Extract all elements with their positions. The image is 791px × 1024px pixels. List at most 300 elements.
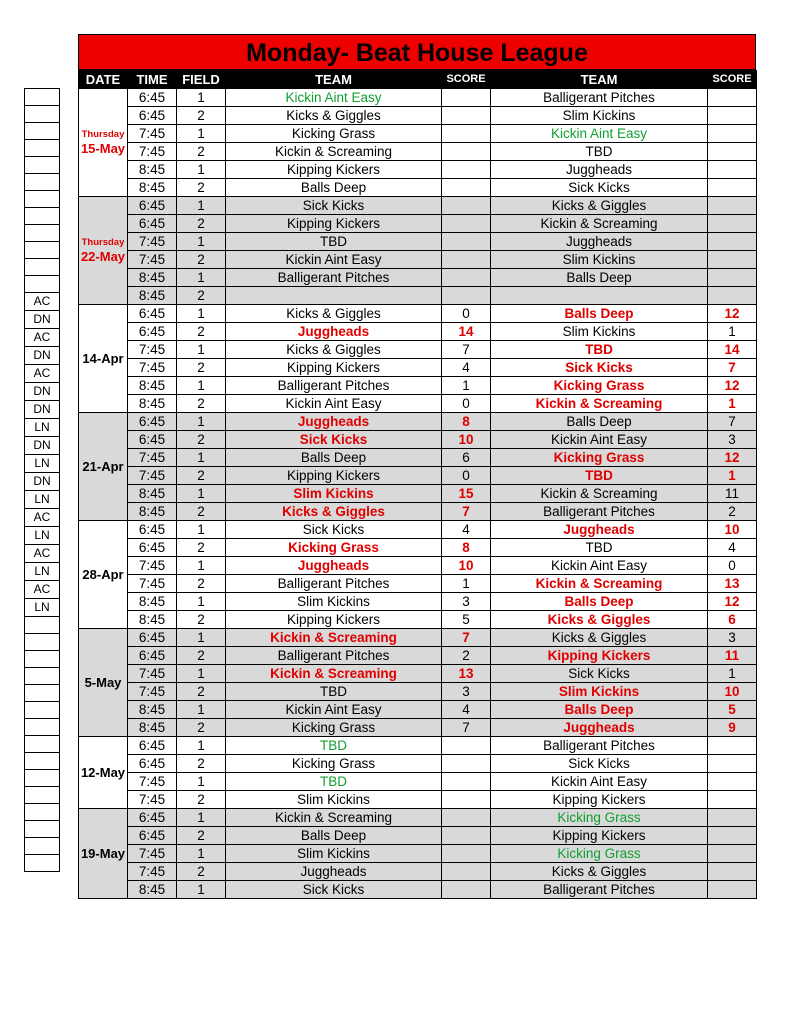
date-label: 21-Apr (82, 459, 124, 474)
away-score-cell (708, 863, 757, 881)
away-score-cell (708, 809, 757, 827)
field-cell: 2 (177, 683, 226, 701)
game-row (79, 467, 757, 485)
home-score-cell: 3 (442, 683, 491, 701)
date-label: 19-May (80, 846, 126, 861)
away-score-cell (708, 827, 757, 845)
field-cell: 1 (177, 413, 226, 431)
time-cell: 6:45 (128, 107, 177, 125)
game-row (79, 269, 757, 287)
time-cell: 6:45 (128, 89, 177, 107)
referee-cell: DN (25, 473, 60, 491)
referee-cell (25, 276, 60, 293)
field-cell: 2 (177, 323, 226, 341)
referee-cell: LN (25, 527, 60, 545)
referee-cell: AC (25, 329, 60, 347)
time-cell: 6:45 (128, 431, 177, 449)
game-row (79, 485, 757, 503)
time-cell: 8:45 (128, 503, 177, 521)
field-cell: 1 (177, 665, 226, 683)
away-team-cell: Kickin Aint Easy (491, 773, 708, 791)
home-team-cell: Kicks & Giggles (226, 107, 442, 125)
field-cell: 1 (177, 485, 226, 503)
home-team-cell: Kickin & Screaming (226, 665, 442, 683)
home-score-cell (442, 791, 491, 809)
game-row (79, 809, 757, 827)
away-score-cell: 14 (708, 341, 757, 359)
home-score-cell (442, 269, 491, 287)
game-row (79, 719, 757, 737)
home-score-cell (442, 233, 491, 251)
away-score-cell: 13 (708, 575, 757, 593)
away-score-cell: 3 (708, 431, 757, 449)
home-score-cell: 10 (442, 431, 491, 449)
game-row (79, 89, 757, 107)
time-cell: 8:45 (128, 611, 177, 629)
referee-cell (25, 804, 60, 821)
away-team-cell: Juggheads (491, 719, 708, 737)
away-team-cell: Balls Deep (491, 269, 708, 287)
referee-cell (25, 157, 60, 174)
time-cell: 6:45 (128, 809, 177, 827)
referee-cell: LN (25, 563, 60, 581)
header-time: TIME (128, 71, 177, 89)
field-cell: 2 (177, 575, 226, 593)
field-cell: 2 (177, 251, 226, 269)
game-row (79, 665, 757, 683)
field-cell: 1 (177, 881, 226, 899)
header-date: DATE (79, 71, 128, 89)
date-cell (79, 89, 128, 197)
away-score-cell: 3 (708, 629, 757, 647)
schedule-table (78, 70, 757, 899)
referee-cell (25, 617, 60, 634)
home-team-cell (226, 287, 442, 305)
header-team-away: TEAM (491, 71, 708, 89)
home-score-cell: 2 (442, 647, 491, 665)
game-row (79, 359, 757, 377)
away-team-cell: Balligerant Pitches (491, 737, 708, 755)
away-team-cell: Kipping Kickers (491, 827, 708, 845)
referee-cell (25, 838, 60, 855)
time-cell: 8:45 (128, 593, 177, 611)
game-row (79, 341, 757, 359)
home-team-cell: Kicking Grass (226, 125, 442, 143)
home-team-cell: Kicks & Giggles (226, 305, 442, 323)
game-row (79, 161, 757, 179)
home-team-cell: Kickin Aint Easy (226, 395, 442, 413)
referee-cell: DN (25, 311, 60, 329)
home-team-cell: Slim Kickins (226, 485, 442, 503)
away-score-cell: 4 (708, 539, 757, 557)
home-team-cell: Kicks & Giggles (226, 503, 442, 521)
away-score-cell (708, 179, 757, 197)
home-score-cell: 15 (442, 485, 491, 503)
game-row (79, 143, 757, 161)
time-cell: 7:45 (128, 557, 177, 575)
home-team-cell: TBD (226, 233, 442, 251)
time-cell: 7:45 (128, 467, 177, 485)
away-team-cell: Sick Kicks (491, 755, 708, 773)
away-team-cell: Kicking Grass (491, 809, 708, 827)
time-cell: 7:45 (128, 773, 177, 791)
home-team-cell: Kicking Grass (226, 539, 442, 557)
referee-cell (25, 225, 60, 242)
time-cell: 8:45 (128, 179, 177, 197)
away-team-cell: Sick Kicks (491, 665, 708, 683)
game-row (79, 737, 757, 755)
home-team-cell: Kicking Grass (226, 719, 442, 737)
date-label: 22-May (80, 248, 126, 264)
home-score-cell: 13 (442, 665, 491, 683)
field-cell: 1 (177, 341, 226, 359)
date-cell (79, 197, 128, 305)
time-cell: 6:45 (128, 629, 177, 647)
away-score-cell (708, 107, 757, 125)
away-score-cell: 0 (708, 557, 757, 575)
referee-cell (25, 702, 60, 719)
away-score-cell: 1 (708, 665, 757, 683)
home-score-cell: 5 (442, 611, 491, 629)
referee-cell (25, 174, 60, 191)
away-team-cell: Kicks & Giggles (491, 611, 708, 629)
game-row (79, 593, 757, 611)
away-team-cell: Balls Deep (491, 701, 708, 719)
away-team-cell (491, 287, 708, 305)
referee-cell: AC (25, 509, 60, 527)
home-team-cell: Slim Kickins (226, 791, 442, 809)
away-score-cell: 9 (708, 719, 757, 737)
away-score-cell: 12 (708, 449, 757, 467)
referee-cell (25, 106, 60, 123)
away-team-cell: Kickin Aint Easy (491, 557, 708, 575)
referee-cell (25, 821, 60, 838)
home-score-cell: 7 (442, 629, 491, 647)
game-row (79, 773, 757, 791)
date-label: 14-Apr (82, 351, 124, 366)
away-team-cell: Balls Deep (491, 305, 708, 323)
time-cell: 7:45 (128, 341, 177, 359)
home-score-cell: 14 (442, 323, 491, 341)
field-cell: 2 (177, 755, 226, 773)
home-team-cell: TBD (226, 737, 442, 755)
referee-cell (25, 787, 60, 804)
away-team-cell: TBD (491, 467, 708, 485)
referee-cell: LN (25, 455, 60, 473)
date-cell (79, 737, 128, 809)
game-row (79, 305, 757, 323)
away-score-cell: 6 (708, 611, 757, 629)
home-team-cell: Balls Deep (226, 449, 442, 467)
game-row (79, 323, 757, 341)
referee-cell: AC (25, 581, 60, 599)
away-score-cell (708, 791, 757, 809)
weekday-label: Thursday (81, 128, 125, 140)
away-team-cell: Balligerant Pitches (491, 881, 708, 899)
page-title: Monday- Beat House League (78, 34, 756, 70)
field-cell: 1 (177, 521, 226, 539)
away-score-cell: 5 (708, 701, 757, 719)
game-row (79, 557, 757, 575)
field-cell: 2 (177, 647, 226, 665)
time-cell: 7:45 (128, 359, 177, 377)
away-score-cell: 11 (708, 485, 757, 503)
game-row (79, 395, 757, 413)
home-team-cell: Juggheads (226, 557, 442, 575)
referee-cell: AC (25, 545, 60, 563)
away-score-cell (708, 755, 757, 773)
header-row (79, 71, 757, 89)
field-cell: 1 (177, 233, 226, 251)
game-row (79, 575, 757, 593)
time-cell: 8:45 (128, 287, 177, 305)
referee-cell (25, 140, 60, 157)
away-team-cell: Kicking Grass (491, 377, 708, 395)
home-team-cell: Sick Kicks (226, 881, 442, 899)
game-row (79, 413, 757, 431)
time-cell: 7:45 (128, 143, 177, 161)
field-cell: 2 (177, 431, 226, 449)
home-team-cell: Kipping Kickers (226, 467, 442, 485)
time-cell: 8:45 (128, 701, 177, 719)
referee-cell: AC (25, 365, 60, 383)
field-cell: 2 (177, 611, 226, 629)
header-field: FIELD (177, 71, 226, 89)
referee-cell (25, 855, 60, 872)
away-team-cell: Kickin & Screaming (491, 215, 708, 233)
field-cell: 1 (177, 125, 226, 143)
away-team-cell: Kickin Aint Easy (491, 125, 708, 143)
home-team-cell: Kickin & Screaming (226, 629, 442, 647)
date-cell (79, 413, 128, 521)
referee-cell (25, 753, 60, 770)
time-cell: 6:45 (128, 755, 177, 773)
home-score-cell: 4 (442, 359, 491, 377)
away-score-cell (708, 881, 757, 899)
field-cell: 1 (177, 197, 226, 215)
home-team-cell: Juggheads (226, 863, 442, 881)
referee-cell: DN (25, 401, 60, 419)
time-cell: 6:45 (128, 215, 177, 233)
game-row (79, 503, 757, 521)
time-cell: 8:45 (128, 881, 177, 899)
home-score-cell (442, 161, 491, 179)
home-score-cell (442, 89, 491, 107)
date-cell (79, 809, 128, 899)
field-cell: 1 (177, 773, 226, 791)
home-score-cell (442, 755, 491, 773)
away-score-cell: 2 (708, 503, 757, 521)
game-row (79, 827, 757, 845)
referee-cell: LN (25, 491, 60, 509)
home-team-cell: Kickin Aint Easy (226, 251, 442, 269)
field-cell: 2 (177, 539, 226, 557)
away-score-cell: 7 (708, 359, 757, 377)
away-score-cell (708, 125, 757, 143)
referee-cell (25, 651, 60, 668)
time-cell: 8:45 (128, 719, 177, 737)
referee-cell: AC (25, 293, 60, 311)
field-cell: 1 (177, 161, 226, 179)
home-score-cell: 1 (442, 377, 491, 395)
home-team-cell: Sick Kicks (226, 521, 442, 539)
away-team-cell: Balligerant Pitches (491, 503, 708, 521)
away-score-cell (708, 215, 757, 233)
field-cell: 1 (177, 269, 226, 287)
home-score-cell: 8 (442, 413, 491, 431)
referee-cell: DN (25, 437, 60, 455)
away-team-cell: Kickin Aint Easy (491, 431, 708, 449)
referee-cell (25, 719, 60, 736)
game-row (79, 179, 757, 197)
home-score-cell: 1 (442, 575, 491, 593)
time-cell: 7:45 (128, 863, 177, 881)
away-team-cell: Kicking Grass (491, 449, 708, 467)
game-row (79, 863, 757, 881)
away-score-cell (708, 233, 757, 251)
home-team-cell: TBD (226, 773, 442, 791)
home-team-cell: Kickin Aint Easy (226, 701, 442, 719)
field-cell: 1 (177, 737, 226, 755)
time-cell: 8:45 (128, 395, 177, 413)
game-row (79, 521, 757, 539)
home-team-cell: Balligerant Pitches (226, 377, 442, 395)
home-score-cell: 8 (442, 539, 491, 557)
home-score-cell (442, 287, 491, 305)
away-score-cell: 10 (708, 683, 757, 701)
game-row (79, 683, 757, 701)
referee-cell (25, 259, 60, 276)
game-row (79, 791, 757, 809)
time-cell: 6:45 (128, 413, 177, 431)
away-team-cell: TBD (491, 341, 708, 359)
time-cell: 7:45 (128, 233, 177, 251)
home-score-cell (442, 737, 491, 755)
field-cell: 2 (177, 107, 226, 125)
away-score-cell (708, 287, 757, 305)
game-row (79, 431, 757, 449)
home-team-cell: Balls Deep (226, 179, 442, 197)
away-team-cell: Juggheads (491, 521, 708, 539)
home-score-cell (442, 827, 491, 845)
field-cell: 2 (177, 287, 226, 305)
game-row (79, 449, 757, 467)
time-cell: 7:45 (128, 125, 177, 143)
game-row (79, 107, 757, 125)
date-label: 12-May (80, 765, 126, 780)
home-team-cell: Kickin Aint Easy (226, 89, 442, 107)
away-team-cell: Slim Kickins (491, 683, 708, 701)
home-team-cell: Juggheads (226, 323, 442, 341)
field-cell: 2 (177, 719, 226, 737)
home-score-cell: 3 (442, 593, 491, 611)
game-row (79, 251, 757, 269)
date-cell (79, 521, 128, 629)
home-score-cell (442, 107, 491, 125)
away-score-cell (708, 143, 757, 161)
referee-cell (25, 191, 60, 208)
referee-cell (25, 123, 60, 140)
away-team-cell: Slim Kickins (491, 251, 708, 269)
time-cell: 8:45 (128, 377, 177, 395)
away-team-cell: Kickin & Screaming (491, 575, 708, 593)
time-cell: 7:45 (128, 575, 177, 593)
away-team-cell: Juggheads (491, 161, 708, 179)
field-cell: 1 (177, 305, 226, 323)
referee-cell (25, 685, 60, 702)
game-row (79, 539, 757, 557)
time-cell: 6:45 (128, 647, 177, 665)
home-team-cell: Slim Kickins (226, 845, 442, 863)
time-cell: 6:45 (128, 305, 177, 323)
home-team-cell: Kicking Grass (226, 755, 442, 773)
referee-cell: DN (25, 383, 60, 401)
away-score-cell: 12 (708, 593, 757, 611)
time-cell: 8:45 (128, 269, 177, 287)
away-score-cell: 11 (708, 647, 757, 665)
field-cell: 1 (177, 809, 226, 827)
home-score-cell (442, 251, 491, 269)
time-cell: 7:45 (128, 251, 177, 269)
away-team-cell: Balls Deep (491, 413, 708, 431)
home-score-cell (442, 809, 491, 827)
home-score-cell: 0 (442, 395, 491, 413)
time-cell: 7:45 (128, 845, 177, 863)
header-score-home: SCORE (442, 71, 491, 89)
away-score-cell: 12 (708, 377, 757, 395)
time-cell: 7:45 (128, 665, 177, 683)
home-team-cell: Balligerant Pitches (226, 575, 442, 593)
home-score-cell: 4 (442, 521, 491, 539)
away-team-cell: Balls Deep (491, 593, 708, 611)
field-cell: 2 (177, 143, 226, 161)
field-cell: 2 (177, 467, 226, 485)
home-team-cell: Slim Kickins (226, 593, 442, 611)
game-row (79, 611, 757, 629)
home-score-cell: 7 (442, 341, 491, 359)
home-team-cell: Balls Deep (226, 827, 442, 845)
away-score-cell: 1 (708, 323, 757, 341)
home-score-cell: 6 (442, 449, 491, 467)
time-cell: 7:45 (128, 683, 177, 701)
game-row (79, 215, 757, 233)
home-team-cell: Sick Kicks (226, 197, 442, 215)
away-score-cell (708, 197, 757, 215)
referee-cell (25, 242, 60, 259)
field-cell: 1 (177, 449, 226, 467)
home-score-cell (442, 881, 491, 899)
referee-cell: LN (25, 599, 60, 617)
away-score-cell (708, 737, 757, 755)
home-team-cell: Kipping Kickers (226, 161, 442, 179)
game-row (79, 755, 757, 773)
referee-cell (25, 634, 60, 651)
home-team-cell: Kipping Kickers (226, 611, 442, 629)
date-label: 28-Apr (82, 567, 124, 582)
date-label: 15-May (80, 140, 126, 156)
field-cell: 2 (177, 215, 226, 233)
time-cell: 6:45 (128, 737, 177, 755)
away-score-cell (708, 773, 757, 791)
referee-cell (25, 208, 60, 225)
field-cell: 2 (177, 179, 226, 197)
away-team-cell: Balligerant Pitches (491, 89, 708, 107)
home-score-cell: 0 (442, 467, 491, 485)
away-team-cell: TBD (491, 539, 708, 557)
away-team-cell: Kicking Grass (491, 845, 708, 863)
home-score-cell (442, 863, 491, 881)
game-row (79, 233, 757, 251)
